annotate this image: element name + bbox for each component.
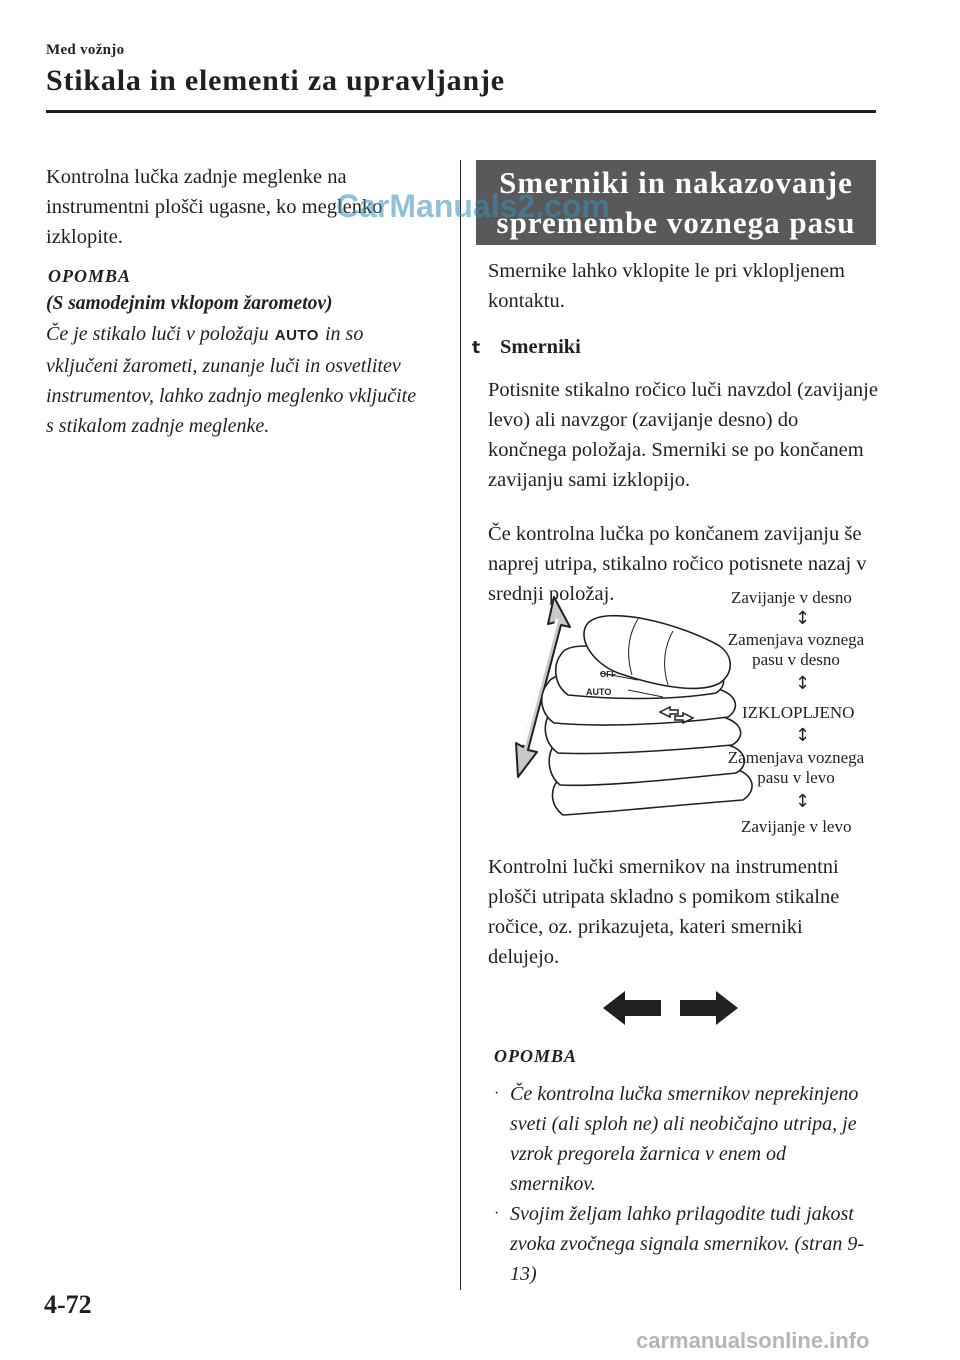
subheading-marker: t (472, 337, 481, 358)
intro-paragraph: Smernike lahko vklopite le pri vklopljenem kontaktu. (488, 260, 845, 312)
section-label: Med vožnjo (46, 42, 125, 58)
right-column (472, 256, 878, 609)
note-title: OPOMBA (48, 266, 132, 286)
section-title-line2: spremembe voznega pasu (496, 205, 856, 240)
right-turn-arrow-icon (680, 991, 738, 1025)
watermark-bottom: carmanualsonline.info (636, 1328, 870, 1353)
turn-indicator-icons (603, 988, 738, 1028)
note-text-part2: in so vključeni žarometi, zunanje luči in osvetlitev instrumentov, lahko zadnjo meglenko vključite s stikalom zadnje meglenke. (46, 323, 417, 437)
note-list (494, 1079, 874, 1289)
note-item (494, 1079, 874, 1199)
indicator-paragraph-block (488, 852, 878, 972)
label-left-turn: Zavijanje v levo (741, 817, 852, 836)
auto-badge: AUTO (274, 327, 319, 344)
note-item-text: Če kontrolna lučka smernikov neprekinjeno sveti (ali sploh ne) ali neobičajno utripa, je vzrok pregorela žarnica v enem od smernikov. (510, 1083, 859, 1195)
fog-light-paragraph: Kontrolna lučka zadnje meglenke na instrumentni plošči ugasne, ko meglenko izklopite. (46, 166, 383, 248)
label-off: IZKLOPLJENO (742, 703, 855, 722)
switch-off-label: OFF (600, 670, 616, 679)
up-down-arrow-icon: ↕ (795, 608, 811, 629)
header-rule (46, 110, 876, 113)
note-block (494, 1046, 874, 1289)
subheading-text: Smerniki (500, 336, 581, 358)
warning-paragraph: Če kontrolna lučka po končanem zavijanju še naprej utripa, stikalno ročico potisnete nazaj v srednji položaj. (488, 523, 867, 605)
watermark-top: CarManuals2.com (336, 188, 610, 224)
switch-auto-label: AUTO (586, 687, 612, 697)
page-number: 4-72 (44, 1290, 92, 1319)
indicator-paragraph: Kontrolni lučki smernikov na instrumentni plošči utripata skladno s pomikom stikalne ročice, oz. prikazujeta, kateri smerniki delujejo. (488, 856, 840, 968)
label-lane-change-left-line1: Zamenjava voznega (727, 748, 865, 767)
bullet-icon: · (494, 1205, 500, 1222)
up-down-arrow-icon: ↕ (795, 673, 811, 694)
subheading (472, 336, 878, 359)
note-title-2: OPOMBA (494, 1046, 578, 1066)
turn-signal-figure (488, 585, 878, 840)
note-item (494, 1199, 874, 1289)
section-title-line1: Smerniki in nakazovanje (499, 165, 853, 200)
label-lane-change-right-line2: pasu v desno (752, 650, 840, 669)
label-lane-change-right (719, 630, 873, 670)
note-text (46, 319, 426, 441)
turn-arrows (603, 988, 738, 1028)
up-down-arrow-icon: ↕ (795, 791, 811, 812)
note-subtitle: (S samodejnim vklopom žarometov) (46, 293, 333, 314)
bullet-icon: · (494, 1085, 500, 1102)
label-right-turn: Zavijanje v desno (731, 588, 852, 607)
page-title: Stikala in elementi za upravljanje (46, 64, 505, 97)
note-item-text: Svojim željam lahko prilagodite tudi jakost zvoka zvočnega signala smernikov. (stran 9-13) (510, 1203, 865, 1285)
note-text-part1: Če je stikalo luči v položaju (46, 323, 274, 345)
up-down-arrow-icon: ↕ (795, 725, 811, 746)
left-turn-arrow-icon (603, 991, 661, 1025)
label-lane-change-left (719, 748, 873, 788)
label-lane-change-right-line1: Zamenjava voznega (727, 630, 865, 649)
label-lane-change-left-line2: pasu v levo (757, 768, 835, 787)
column-divider (460, 160, 461, 1290)
instruction-paragraph: Potisnite stikalno ročico luči navzdol (zavijanje levo) ali navzgor (zavijanje desno) do končnega položaja. Smerniki se po končanem zavijanju sami izklopijo. (488, 379, 878, 491)
